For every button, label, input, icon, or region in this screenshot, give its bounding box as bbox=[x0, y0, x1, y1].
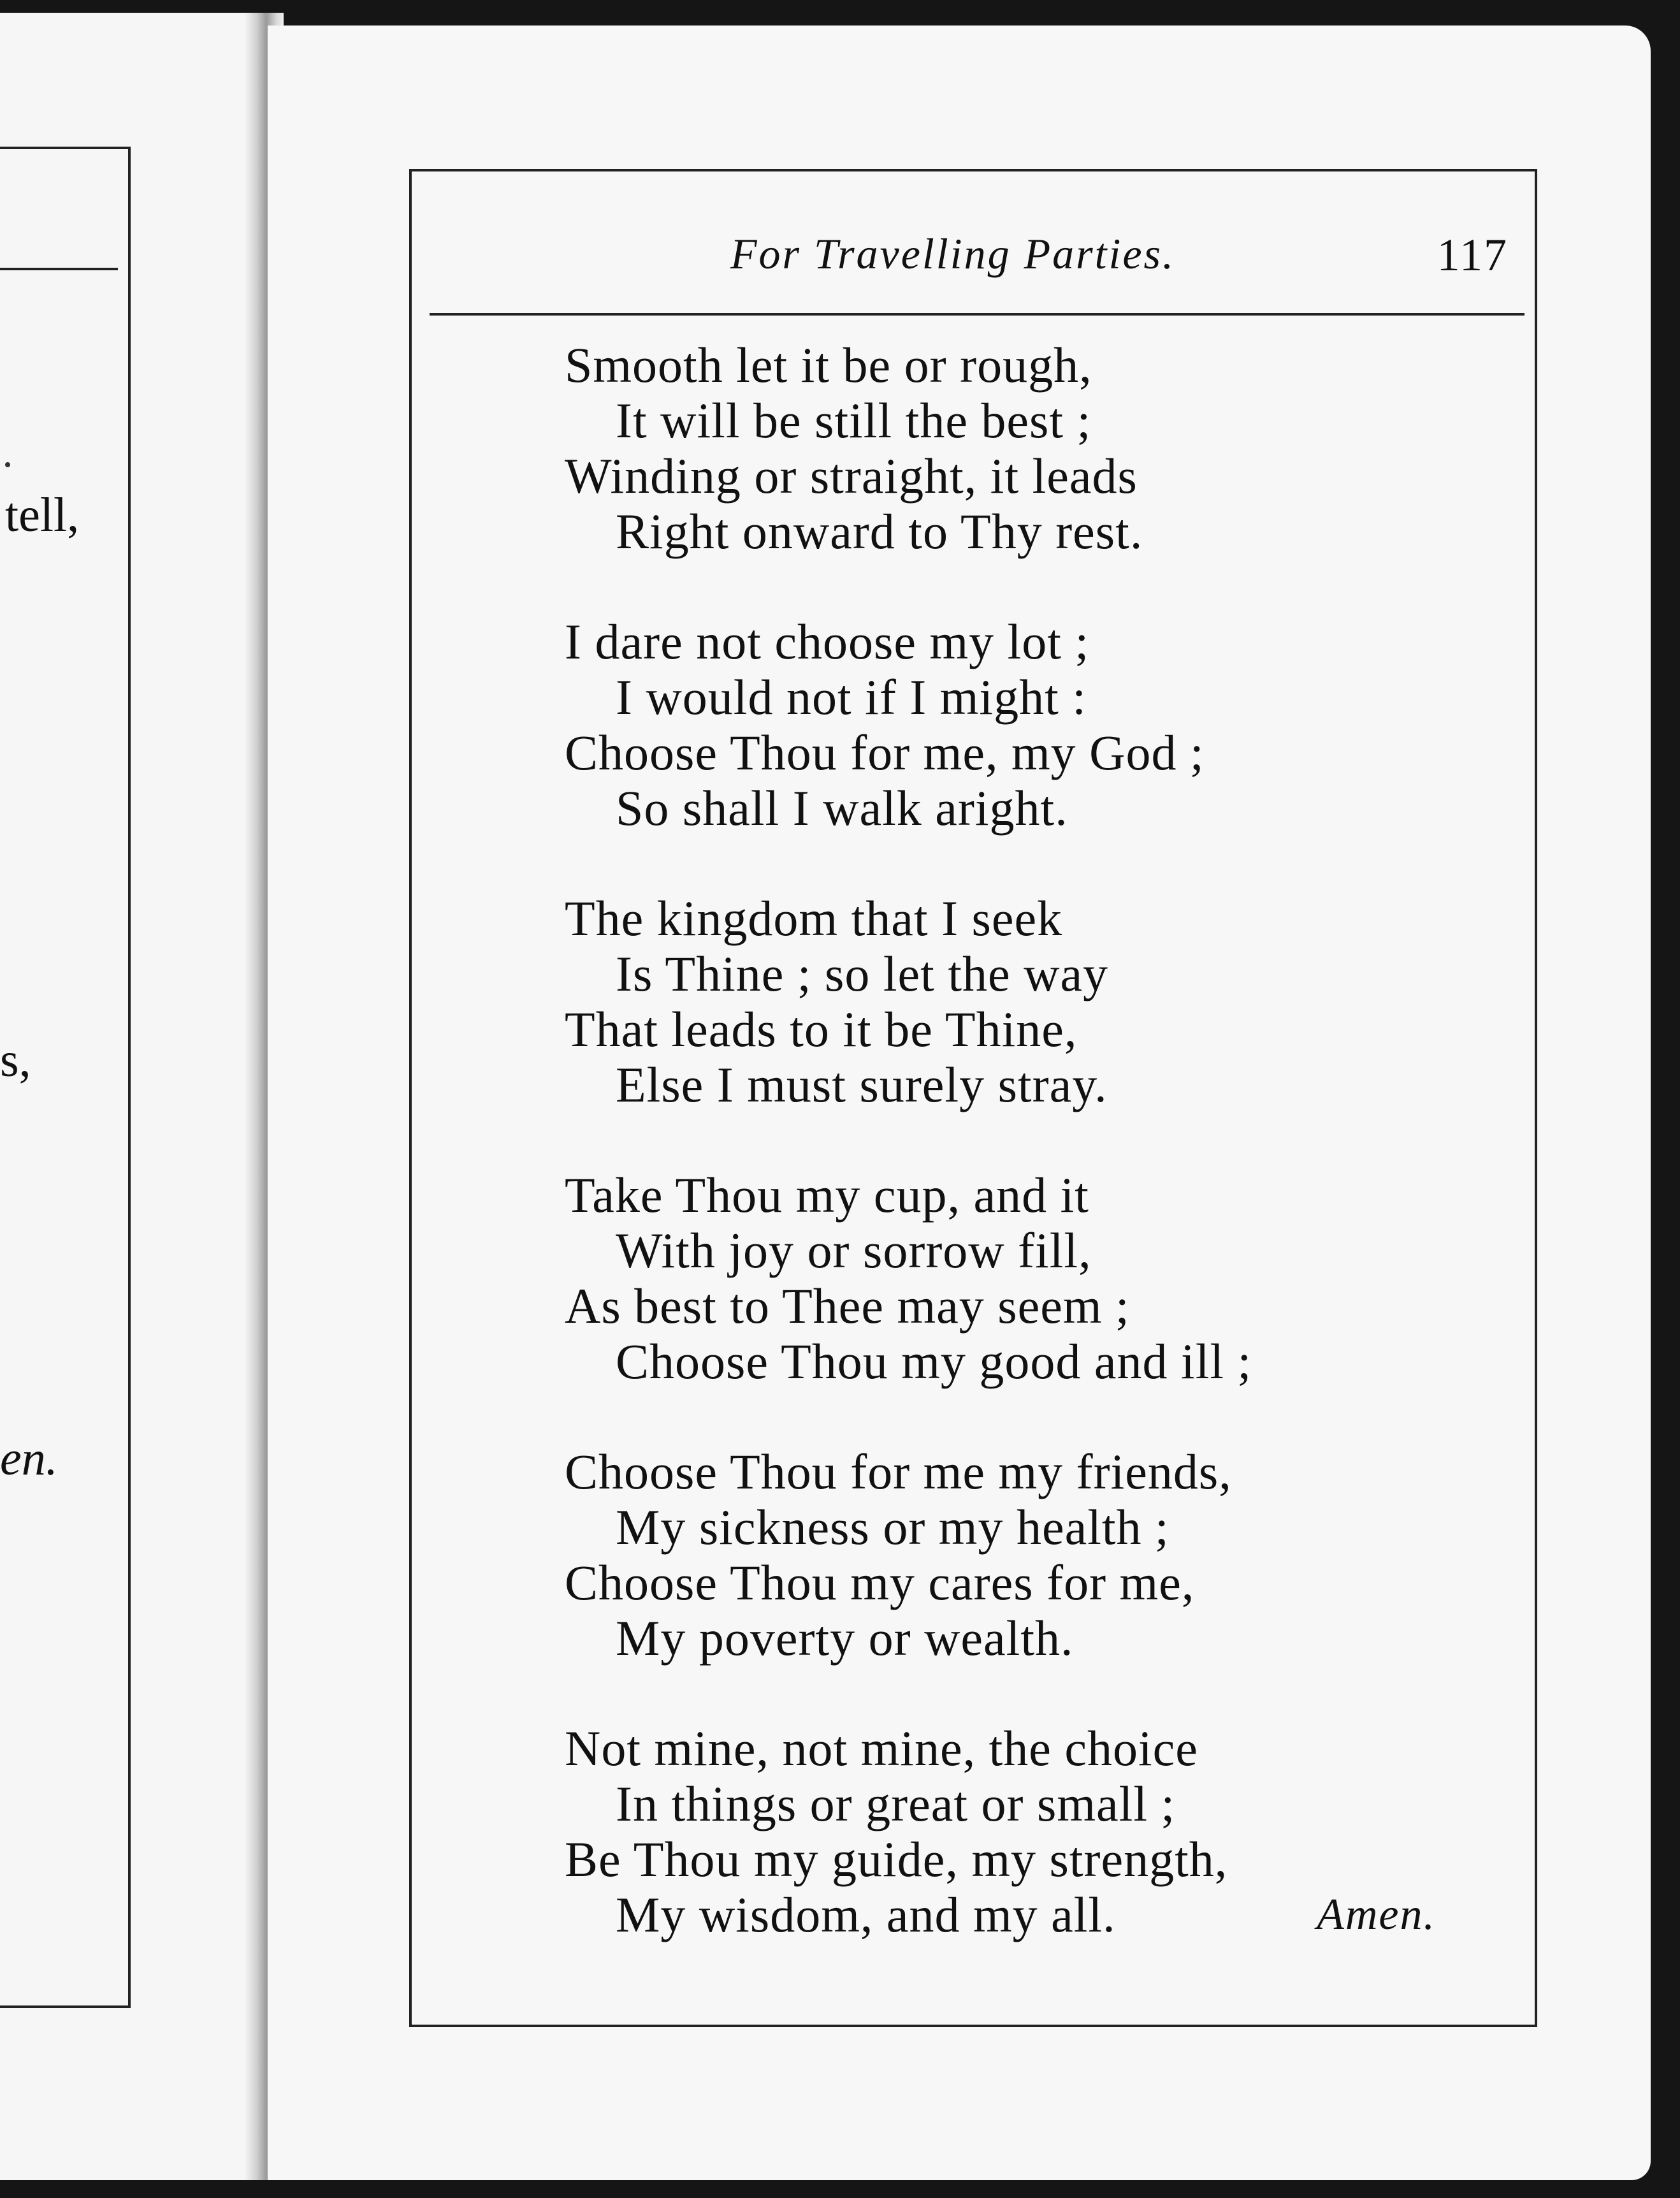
poem-line: I dare not choose my lot ; bbox=[565, 614, 1090, 669]
poem-line: In things or great or small ; bbox=[616, 1776, 1176, 1831]
stanza-1 bbox=[565, 337, 1252, 559]
running-head bbox=[412, 229, 1535, 293]
closing-amen: Amen. bbox=[1317, 1890, 1436, 1939]
poem-line: Choose Thou my good and ill ; bbox=[616, 1334, 1252, 1389]
poem-line: My wisdom, and my all. bbox=[616, 1887, 1116, 1942]
stanza-6 bbox=[565, 1721, 1252, 1942]
poem-line: Take Thou my cup, and it bbox=[565, 1167, 1089, 1223]
left-fragment-en: en. bbox=[0, 1432, 58, 1485]
poem-line: So shall I walk aright. bbox=[616, 780, 1068, 836]
stanza-3 bbox=[565, 891, 1252, 1112]
poem-line: Choose Thou my cares for me, bbox=[565, 1555, 1195, 1610]
page-number: 117 bbox=[1437, 229, 1508, 280]
left-page-period bbox=[5, 462, 10, 467]
poem-line: Choose Thou for me, my God ; bbox=[565, 725, 1205, 780]
poem-line: As best to Thee may seem ; bbox=[565, 1278, 1130, 1334]
right-page bbox=[268, 25, 1651, 2180]
poem bbox=[565, 337, 1252, 1997]
poem-line: That leads to it be Thine, bbox=[565, 1001, 1078, 1057]
left-page bbox=[0, 13, 258, 2180]
poem-line: It will be still the best ; bbox=[616, 393, 1092, 448]
poem-line: My sickness or my health ; bbox=[616, 1499, 1169, 1555]
page-frame bbox=[409, 169, 1537, 2027]
poem-line: Not mine, not mine, the choice bbox=[565, 1721, 1198, 1776]
poem-line: I would not if I might : bbox=[616, 669, 1087, 725]
left-fragment-s: s, bbox=[0, 1033, 31, 1087]
stanza-4 bbox=[565, 1167, 1252, 1389]
poem-line: Choose Thou for me my friends, bbox=[565, 1444, 1232, 1499]
running-head-title: For Travelling Parties. bbox=[730, 229, 1175, 278]
poem-line: My poverty or wealth. bbox=[616, 1610, 1074, 1666]
poem-line: Is Thine ; so let the way bbox=[616, 946, 1109, 1001]
header-rule bbox=[430, 313, 1524, 316]
left-fragment-tell: tell, bbox=[5, 488, 80, 542]
poem-line: Be Thou my guide, my strength, bbox=[565, 1831, 1228, 1887]
stanza-2 bbox=[565, 614, 1252, 836]
stanza-5 bbox=[565, 1444, 1252, 1666]
poem-line: Right onward to Thy rest. bbox=[616, 504, 1143, 559]
left-page-header-rule bbox=[0, 268, 118, 270]
poem-line: Smooth let it be or rough, bbox=[565, 337, 1092, 393]
poem-line: The kingdom that I seek bbox=[565, 891, 1063, 946]
poem-line: Winding or straight, it leads bbox=[565, 448, 1138, 504]
poem-line: Else I must surely stray. bbox=[616, 1057, 1108, 1112]
poem-line: With joy or sorrow fill, bbox=[616, 1223, 1092, 1278]
